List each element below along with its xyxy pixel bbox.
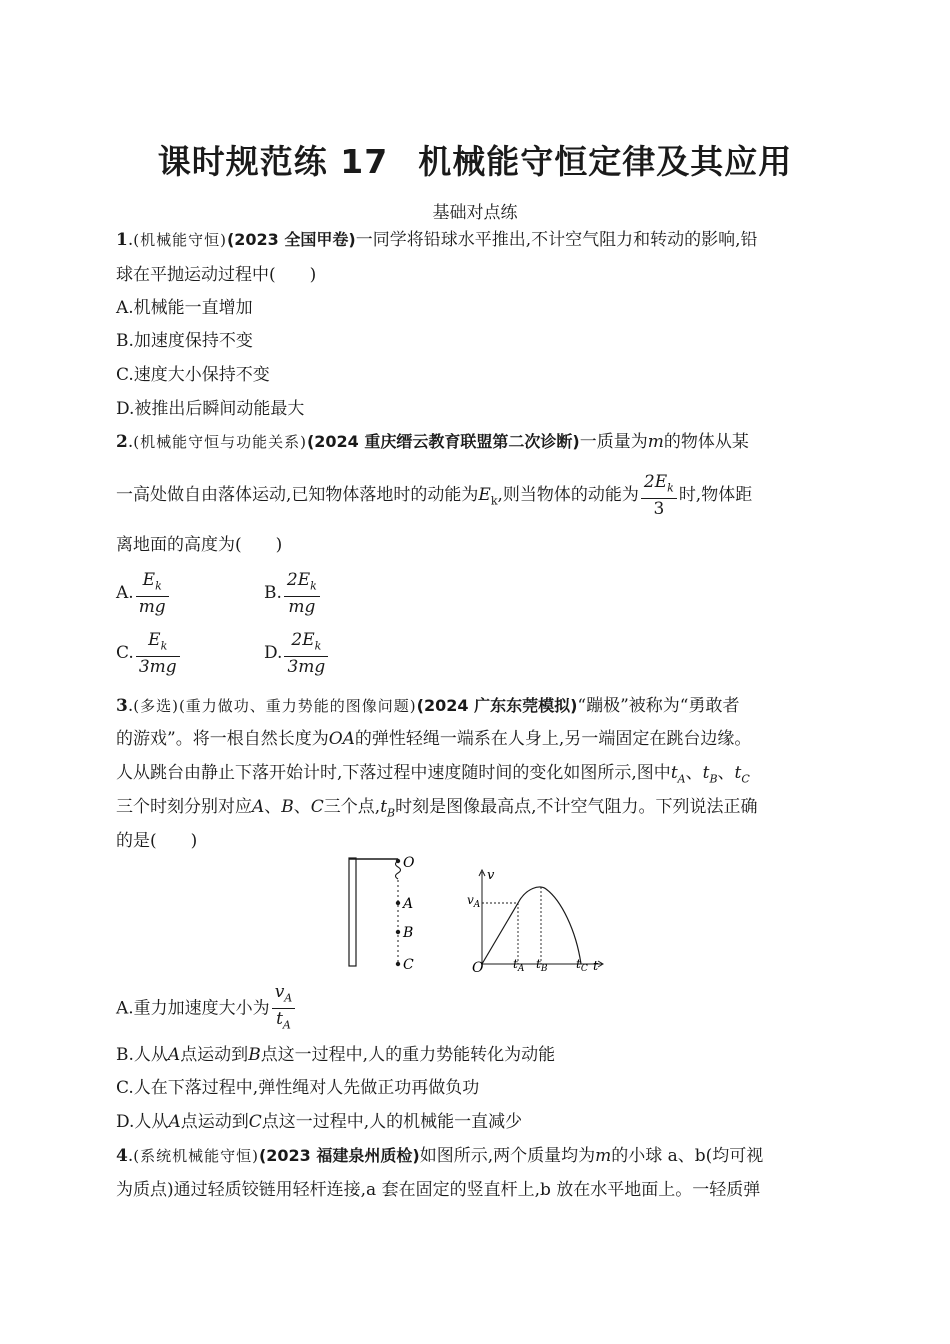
q2-source: (2024 重庆缙云教育联盟第二次诊断) — [306, 432, 580, 451]
q4-number: 4 — [116, 1146, 128, 1166]
q3-option-d: D.人从A点运动到C点这一过程中,人的机械能一直减少 — [116, 1112, 523, 1132]
q1-stem-line1: 1.(机械能守恒)(2023 全国甲卷)一同学将铅球水平推出,不计空气阻力和转动的影响,铅 — [116, 230, 758, 250]
q2-option-a: A. $\frac{E_k}{mg}$ — [116, 570, 171, 617]
q3-stem-line2: 的游戏”。将一根自然长度为OA的弹性轻绳一端系在人身上,另一端固定在跳台边缘。 — [116, 729, 752, 749]
tc-label: $t_C$ — [576, 957, 588, 974]
q4-tag: (系统机械能守恒) — [133, 1147, 259, 1165]
q2-option-d: D. $\frac{2E_k}{3mg}$ — [264, 630, 330, 677]
q3-stem-line5: 的是( ) — [116, 831, 198, 851]
velocity-line — [482, 903, 518, 964]
label-a: A — [403, 896, 414, 912]
label-o: O — [403, 855, 415, 871]
label-b: B — [403, 925, 414, 941]
q3-stem-line4: 三个时刻分别对应A、B、C三个点$,t_B$时刻是图像最高点,不计空气阻力。下列说法正确 — [116, 797, 758, 820]
q3-tag: (多选)(重力做功、重力势能的图像问题) — [133, 697, 417, 715]
q3-option-c: C.人在下落过程中,弹性绳对人先做正功再做负功 — [116, 1078, 480, 1098]
title-topic: 机械能守恒定律及其应用 — [418, 142, 793, 181]
q1-option-d: D.被推出后瞬间动能最大 — [116, 399, 305, 419]
point-c — [396, 962, 400, 966]
v-axis-label: v — [487, 868, 495, 883]
point-b — [396, 930, 400, 934]
q2-stem-line2: 一高处做自由落体运动,已知物体落地时的动能为$E_k$,则当物体的动能为 $\frac{2E_k}{3}$ 时,物体距 — [116, 472, 753, 520]
velocity-curve — [518, 887, 581, 964]
q2-stem-line3: 离地面的高度为( ) — [116, 535, 283, 555]
platform-pillar — [349, 858, 356, 966]
page-title — [0, 136, 950, 183]
section-heading: 基础对点练 — [432, 203, 518, 223]
q3-number: 3 — [116, 696, 128, 716]
bungee-platform-diagram — [349, 855, 415, 973]
q2-option-b: B. $\frac{2E_k}{mg}$ — [264, 570, 322, 617]
q2-option-c: C. $\frac{E_k}{3mg}$ — [116, 630, 182, 677]
q2-number: 2 — [116, 432, 128, 452]
point-o — [396, 859, 400, 863]
t-axis-label: t — [593, 959, 599, 974]
q1-source: (2023 全国甲卷) — [226, 230, 356, 249]
q2-fraction: $\frac{2E_k}{3}$ — [641, 472, 677, 519]
label-c: C — [403, 957, 414, 973]
bungee-cord — [396, 861, 401, 879]
q1-number: 1 — [116, 230, 128, 250]
q1-option-c: C.速度大小保持不变 — [116, 365, 270, 385]
q4-stem-line1: 4.(系统机械能守恒)(2023 福建泉州质检)如图所示,两个质量均为m的小球 a、b(均可视 — [116, 1146, 764, 1166]
q1-tag: (机械能守恒) — [133, 231, 227, 249]
va-label: $v_A$ — [467, 893, 481, 910]
q1-option-a: A.机械能一直增加 — [116, 298, 253, 318]
q4-stem-line2: 为质点)通过轻质铰链用轻杆连接,a 套在固定的竖直杆上,b 放在水平地面上。一轻质弹 — [116, 1180, 761, 1200]
q4-source: (2023 福建泉州质检) — [258, 1146, 420, 1165]
q3-figure — [340, 852, 610, 977]
q3-stem-line3: 人从跳台由静止下落开始计时,下落过程中速度随时间的变化如图所示,图中$t_A$、$t_B$、$t_C$ — [116, 763, 750, 786]
point-a — [396, 901, 400, 905]
q2-tag: (机械能守恒与功能关系) — [133, 433, 307, 451]
q3-option-a: A.重力加速度大小为 $\frac{v_A}{t_A}$ — [116, 982, 297, 1036]
q2-stem-line1: 2.(机械能守恒与功能关系)(2024 重庆缙云教育联盟第二次诊断)一质量为m的物体从某 — [116, 432, 749, 452]
q3-option-b: B.人从A点运动到B点这一过程中,人的重力势能转化为动能 — [116, 1045, 556, 1065]
origin-label: O — [472, 960, 484, 976]
q3-source: (2024 广东东莞模拟) — [416, 696, 578, 715]
velocity-time-graph — [467, 868, 603, 976]
tb-label: $t_B$ — [536, 957, 548, 974]
q1-stem-line2: 球在平抛运动过程中( ) — [116, 265, 317, 285]
q1-option-b: B.加速度保持不变 — [116, 331, 253, 351]
ta-label: $t_A$ — [513, 957, 525, 974]
q3-stem-line1: 3.(多选)(重力做功、重力势能的图像问题)(2024 广东东莞模拟)“蹦极”被称为“勇敢者 — [116, 696, 740, 716]
title-number: 课时规范练 17 — [157, 142, 389, 181]
